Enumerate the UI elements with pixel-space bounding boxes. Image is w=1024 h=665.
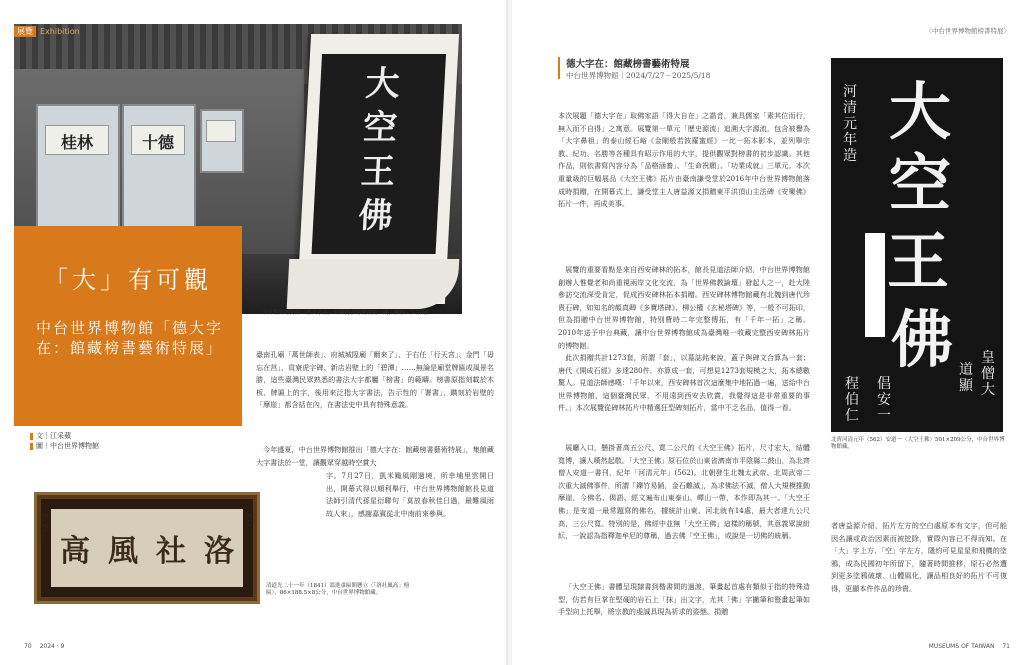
plaque-side-text: 嘉義縣知事	[246, 513, 254, 528]
display-case: 十德	[122, 104, 196, 228]
article-subtitle: 中台世界博物館「德大字在：館藏榜書藝術特展」	[36, 319, 224, 357]
plaque-side-text: 光緒十七年歲次辛卯	[40, 513, 48, 538]
plaque-image	[34, 492, 260, 604]
plaque-caption: 清道光二十一年（1841）溫進彥匾額懸立〈「洛社風高」榜匾〉，86×188.5×8公分，中台世界博物館藏。	[266, 583, 410, 596]
article-headline: 「大」有可觀	[44, 266, 212, 294]
left-page	[0, 0, 508, 665]
rubbing-char: 大	[889, 75, 952, 148]
section-tag	[14, 26, 80, 36]
body-paragraph: 本次展題「德大字在」取佛家語「得大自在」之諧音，兼具儒家「素其位而行，無入而不自得」之寓意。展覽第一單元「歷史源流」追溯大字源流，包含被譽為「大字鼻祖」的泰山經石峪《金剛般若波羅蜜經》一比一拓本影本，並列舉宗教、紀功、名勝等各種具有昭示作用的大字，提供觀眾對榜書的初步認識。其他作品，則依書寫內容分為「品格涵養」、「生命祝願」、「功業成就」三單元。本次重量級的巨幅展品《大空王佛》拓片由臺南謙受堂於2016年中台世界博物館落成時捐贈，在開幕式上，謙受堂主人唐益源又捐贈東平洪頂山主法碑《安樂佛》拓片一件，再成美事。	[558, 111, 810, 209]
body-paragraph: 展覽的重要看點是來自西安碑林的拓本，館長見道法師介紹，中台世界博物館創辦人惟覺老和尚重視兩岸文化交流，為「世界佛教論壇」發起人之一，赴大陸參訪交流深受肯定，促成西安碑林拓本捐贈。西安碑林博物館藏有北魏到唐代珍貴石碑，如知名的顏真卿《多寶塔碑》、柳公權《玄秘塔碑》等，一般不可拓印，但為捐贈中台世界博物館，特別費時二年完整傳拓，有「千年一拓」之稱。2010年送予中台典藏，讓中台世界博物館成為臺灣唯一收藏完整西安碑林拓片的博物館。	[558, 265, 810, 350]
rubbing-scroll-banner: 大 空 王 佛	[297, 34, 459, 304]
rubbing-inscription: 程伯仁	[845, 376, 859, 424]
plaque-char: 社	[156, 534, 186, 569]
rubbing-inscription: 皇僧大	[981, 350, 995, 398]
rubbing-image	[831, 58, 1003, 432]
issue-date: 2024 · 9	[39, 643, 65, 650]
body-paragraph: 「大空王佛」書體呈現隸書到楷書間的過渡，筆畫起首處有類似于指的特殊造型，仿若有巨掌在堅硬的岩石上「抹」出文字，尤其「佛」字撇筆和豎畫起筆如手型向上托舉，將宗教的虔誠具現為祈求的姿態。捐贈	[558, 582, 810, 617]
body-paragraph: 此次捐贈共計1273套，所謂「套」，以墓誌銘來說，蓋子與碑文合算為一套；唐代《開成石經》多達280件，亦算成一套，可想見1273套規模之大，拓本總數驚人。見道法師感嘆：「千年以來，西安碑林首次這麼集中地拓過一遍，送給中台世界博物館，這個臺灣民眾，不用遠到西安去欣賞，我覺得這是非常重要的事件。」本次展覽從碑林拓片中精選狂型碑刻拓片，當中不乏名品，值得一看。	[558, 353, 810, 413]
body-paragraph: 臺南孔廟「萬世師表」、府城城隍廟「爾來了」、于右任「行天宮」、金門「毋忘在莒」、貢寮虎字碑、新店岩壁上的「碧潭」……無論是廟堂牌匾或風景名勝，這些臺灣民眾熟悉的書法大字都屬「榜書」的範疇。榜書原指刻載於木板、牌匾上的字，後用來泛指大字書法，告示性的「署書」、鐫刻於岩壁的「摩崖」都含括在內，在書法史中具有特殊意義。	[256, 350, 494, 410]
right-page	[512, 0, 1024, 665]
body-paragraph: 字。7月27日，凱米颱風剛過境，所幸埔里雲開日出，開幕式得以順利舉行，中台世界博物館館長見道法師引清代孫星衍聯句「莫放春秋佳日過，最難風雨故人來」，感謝嘉賓從北中南前來參與。	[326, 471, 494, 518]
plaque-char: 高	[60, 534, 90, 569]
plaque-char: 洛	[204, 534, 234, 569]
page-number: 70	[24, 643, 32, 650]
blank-area	[865, 233, 885, 337]
exhibit-info: 中台世界博物館｜2024/7/27－2025/5/18	[566, 71, 711, 80]
display-case	[200, 109, 244, 173]
folio	[929, 643, 1010, 650]
display-case: 桂林	[36, 104, 120, 228]
magazine-name: MUSEUMS OF TAIWAN	[928, 643, 995, 650]
running-head: 〈中台世界博物館榜書特展〉	[925, 27, 1010, 35]
rubbing-inscription: 河清元年造	[843, 84, 857, 164]
credits	[30, 431, 99, 451]
rubbing-inscription: 道顯	[959, 362, 973, 394]
section-tag-en: Exhibition	[40, 26, 80, 36]
credit-author: 文｜江采蘋	[36, 432, 71, 440]
body-paragraph: 者唐益源介紹，拓片左方的空白處原本有文字，但可能因名讓或政治因素而被挖除，實際內容已不得而知。在「大」字上方、「空」字左方，隱約可見星星和飛機的塗鴉，成為民國初年所留下，隨著時間推移，原石必然遭到更多塗鴉破壞、山體風化，讓品相良好的拓片不可復得，更顯本件作品的珍貴。	[831, 521, 1007, 593]
photo-caption: 中台世界博物館「德大字在」館藏榜書特展展場一隅，攝影／江宗翰。	[262, 310, 433, 316]
rubbing-inscription: 倡安一	[877, 376, 891, 424]
credit-image: 圖｜中台世界博物館	[36, 442, 99, 450]
folio	[24, 643, 64, 650]
rubbing-caption: 北齊河清元年（562）安道一〈大空王佛〉501×209公分，中台世界博物館藏。	[831, 437, 1005, 450]
page-number: 71	[1002, 643, 1010, 650]
rubbing-char: 佛	[891, 303, 954, 376]
body-paragraph: 展廳入口，懸掛著高五公尺、寬二公尺的《大空王佛》拓片，尺寸宏大，結體寬博，讓人嘆然起敬。「大空王佛」原石位於山東省濟南市平陰縣二鼓山，為北齊僧人安道一書刊，紀年「河清元年」(562)。北朝發生北魏太武帝、北周武帝二次重大滅佛事件，所謂「鑠竹易銷，金石難滅」，為求佛法不滅，僧人大規模推動摩崖，今佛名、偈語、經文遍布山東泰山、嶧山一帶，本作即為其一。「大空王佛」是安道一最常題寫的佛名，據統計山東、河北就有14處，最大者達九公尺高，三公尺寬。特別的是，佛經中並無「大空王佛」這樣的稱號，其意義眾說紛紜，一說認為指釋迦牟尼的尊稱，過去佛「空王佛」，或說是一切佛的統稱。	[558, 443, 810, 541]
plaque-char: 風	[108, 534, 138, 569]
title-accent-bar	[558, 57, 560, 79]
title-box	[14, 226, 242, 426]
section-tag-label: 展覽	[14, 26, 36, 37]
body-paragraph: 今年盛夏，中台世界博物館推出「德大字在：館藏榜書藝術特展」，集館藏大字書法於一堂，讓觀眾穿越時空賞大	[256, 445, 494, 467]
exhibit-title: 德大字在：館藏榜書藝術特展	[566, 59, 690, 70]
rubbing-char: 王	[887, 225, 950, 298]
rubbing-char: 空	[889, 147, 952, 220]
